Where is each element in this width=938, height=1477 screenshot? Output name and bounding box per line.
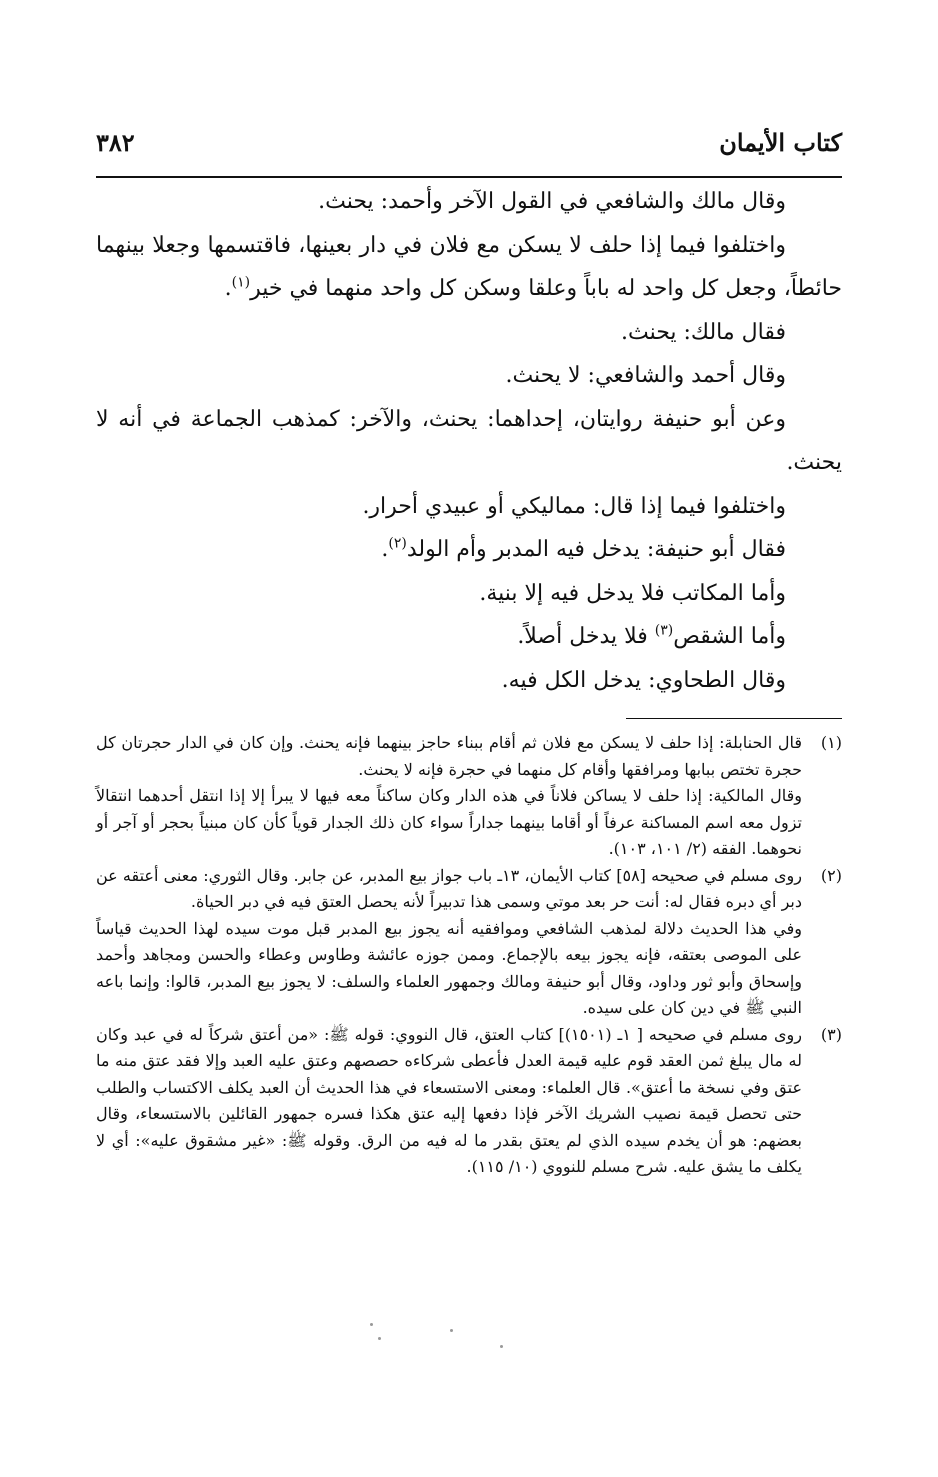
footnote-ref-2: (٢) [388, 535, 407, 552]
footnote-2 [96, 863, 842, 1022]
footnote-paragraph: وقال المالكية: إذا حلف لا يساكن فلاناً في هذه الدار وكان ساكناً معه فيها لا يبرأ إلا إذا انتقل أحدهما انتقالاً تزول معه اسم المساكنة عرفاً أو أقاما بينهما جداراً سواء كان ذلك الجدار قوياً كأن كان مبنياً بحجر أو آجر أو نحوهما. الفقه (٢/ ١٠١، ١٠٣). [96, 786, 802, 858]
paragraph-2-end: . [224, 276, 232, 301]
header-divider [96, 176, 842, 178]
paragraph-7 [96, 528, 842, 572]
footnote-3 [96, 1022, 842, 1181]
main-text [96, 180, 842, 702]
paragraph-9 [96, 615, 842, 659]
footnote-divider [626, 718, 842, 719]
footnote-number: (١) [820, 733, 842, 752]
paragraph-9-text: وأما الشقص [673, 624, 786, 649]
paragraph-1: وقال مالك والشافعي في القول الآخر وأحمد: يحنث. [318, 189, 786, 214]
paragraph-2 [96, 224, 842, 311]
footnote-body [96, 1022, 802, 1181]
paragraph-7-end: . [381, 537, 389, 562]
footnote-body [96, 863, 802, 1022]
running-header [96, 128, 842, 168]
paragraph-8: وأما المكاتب فلا يدخل فيه إلا بنية. [479, 580, 786, 606]
paragraph-4: وقال أحمد والشافعي: لا يحنث. [505, 363, 786, 388]
footnotes [96, 730, 842, 1181]
footnote-paragraph: قال الحنابلة: إذا حلف لا يسكن مع فلان ثم أقام ببناء حاجز بينهما فإنه يحنث. وإن كان في الدار حجرتان كل حجرة تختص ببابها ومرافقها وأقام كل منهما في حجرة فإنه لا يحنث. [96, 733, 802, 779]
paragraph-6: واختلفوا فيما إذا قال: مماليكي أو عبيدي أحرار. [362, 493, 786, 519]
paragraph-7-text: فقال أبو حنيفة: يدخل فيه المدبر وأم الولد [406, 537, 786, 562]
footnote-number: (٣) [820, 1024, 842, 1044]
paragraph-2-text: واختلفوا فيما إذا حلف لا يسكن مع فلان في دار بعينها، فاقتسمها وجعلا بينهما حائطاً، وجعل كل واحد له باباً وعلقا وسكن كل واحد منهما في خير [96, 232, 842, 301]
page-number: ٣٨٢ [96, 128, 135, 157]
footnote-paragraph: روى مسلم في صحيحه [ ١ـ (١٥٠١)] كتاب العتق، قال النووي: قوله ﷺ: «من أعتق شركاً له في عبد وكان له مال يبلغ ثمن العقد قوم عليه قيمة العدل فأعطى شركاءه حصصهم وعتق عليه العبد وإلا فقد عتق منه ما عتق وفي نسخة ما أعتق». قال العلماء: ومعنى الاستسعاء في هذا الحديث أن العبد يكلف الاكتساب والطلب حتى تحصل قيمة نصيب الشريك الآخر فإذا دفعها إليه عتق هكذا فسره جمهور القائلين بالاستسعاء، وقال بعضهم: هو أن يخدم سيده الذي لم يعتق بقدر ما له فيه من الرق. وقوله ﷺ: «غير مشقوق عليه»: أي لا يكلف ما يشق عليه. شرح مسلم للنووي (١٠/ ١١٥). [96, 1024, 803, 1176]
footnote-number: (٢) [820, 865, 842, 885]
footnote-ref-1: (١) [231, 274, 251, 291]
paragraph-9-end: فلا يدخل أصلاً. [517, 624, 655, 649]
paragraph-3: فقال مالك: يحنث. [620, 319, 786, 345]
scan-noise [300, 1315, 560, 1355]
footnote-ref-3: (٣) [654, 622, 674, 639]
chapter-title: كتاب الأيمان [719, 128, 842, 157]
footnote-1 [96, 730, 842, 863]
paragraph-10: وقال الطحاوي: يدخل الكل فيه. [501, 667, 786, 693]
footnote-paragraph: وفي هذا الحديث دلالة لمذهب الشافعي وموافقيه أنه يجوز بيع المدبر قبل موت سيده لهذا الحديث قياساً على الموصى بعتقه، فإنه يجوز بيعه بالإجماع. وممن جوزه عائشة وطاوس وعطاء والحسن ومجاهد وأحمد وإسحاق وأبو ثور وداود، وقال أبو حنيفة ومالك وجمهور العلماء والسلف: لا يجوز بيع المدبر، قالوا: وإنما باعه النبي ﷺ في دين كان على سيده. [96, 918, 802, 1017]
footnote-paragraph: روى مسلم في صحيحه [٥٨] كتاب الأيمان، ١٣ـ باب جواز بيع المدبر، عن جابر. وقال الثوري: معنى أعتقه عن دبر أي دبره فقال له: أنت حر بعد موتي وسمى هذا تدبيراً لأنه يحصل العتق فيه في دبر الحياة. [96, 865, 803, 911]
paragraph-5: وعن أبو حنيفة روايتان، إحداهما: يحنث، والآخر: كمذهب الجماعة في أنه لا يحنث. [96, 406, 842, 475]
footnote-body [96, 730, 802, 863]
